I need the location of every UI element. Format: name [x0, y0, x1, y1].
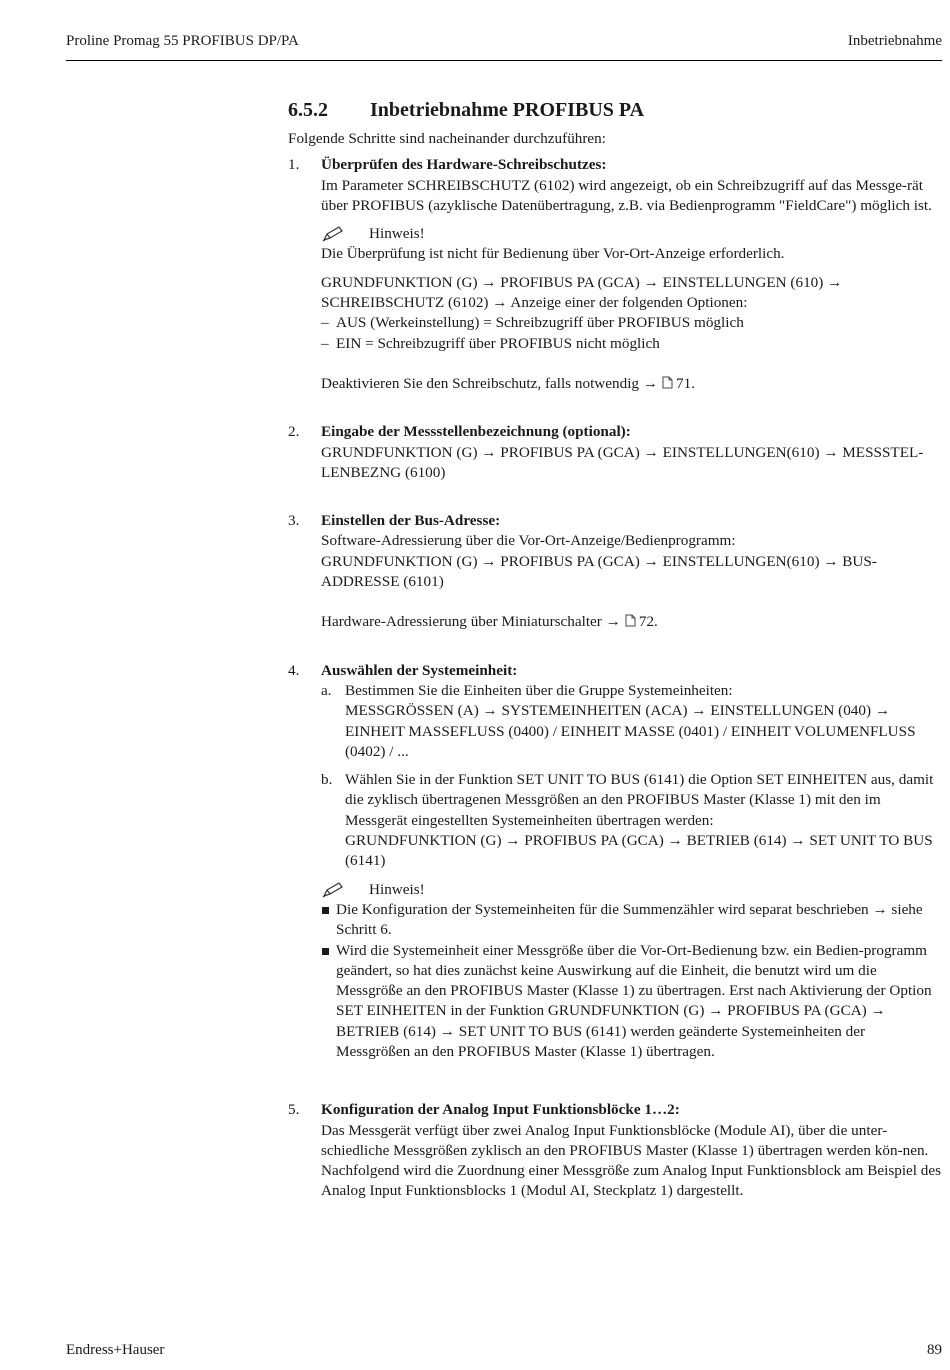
step-title: Überprüfen des Hardware-Schreibschutzes:: [321, 156, 607, 174]
step-number: 3.: [288, 512, 300, 530]
step-title: Konfiguration der Analog Input Funktionsblöcke 1…2:: [321, 1101, 680, 1119]
step-4: [288, 661, 943, 1063]
page-reference-icon: [662, 375, 673, 388]
note-label: Hinweis!: [369, 225, 425, 243]
note-bullet: Wird die Systemeinheit einer Messgröße über die Vor-Ort-Bedienung bzw. ein Bedien-programm geändert, so hat dies zunächst keine Auswirkung auf die Einheit, die benutzt wird um die Messgröße an den PROFIBUS Master (Klasse 1) zu übertragen. Erst nach Aktivierung der Option SET EINHEITEN in der Funktion GRUNDFUNKTION (G) → PROFIBUS PA (GCA) → BETRIEB (614) → SET UNIT TO BUS (6141) werden geänderte Systemeinheiten der Messgrößen an den PROFIBUS Master (Klasse 1) übertragen.: [321, 941, 943, 1063]
step-text: Software-Adressierung über die Vor-Ort-Anzeige/Bedienprogramm:: [321, 532, 736, 550]
step-number: 1.: [288, 156, 300, 174]
footer-brand: Endress+Hauser: [66, 1342, 165, 1358]
option-item: – EIN = Schreibzugriff über PROFIBUS nicht möglich: [321, 334, 660, 352]
step-text: Das Messgerät verfügt über zwei Analog Input Funktionsblöcke (Module AI), über die unter-schiedliche Messgrößen zyklisch an den PROFIBUS Master (Klasse 1) übertragen werden kön-nen. Nachfolgend wird die Zuordnung einer Messgröße zum Analog Input Funktionsblock am Beispiel des Analog Input Funktionsblocks 1 (Modul AI, Steckplatz 1) dargestellt.: [321, 1121, 942, 1200]
page-reference[interactable]: 72.: [638, 613, 658, 631]
page-reference[interactable]: 71.: [676, 374, 695, 392]
menu-path: GRUNDFUNKTION (G) → PROFIBUS PA (GCA) → EINSTELLUNGEN(610) → BUS-ADDRESSE (6101): [321, 552, 877, 591]
step-5: [288, 1100, 943, 1201]
deactivate-text: Deaktivieren Sie den Schreibschutz, falls notwendig → 71.: [321, 374, 695, 392]
step-2: [288, 422, 943, 483]
hardware-address-text: Hardware-Adressierung über Miniaturschalter → 72.: [321, 613, 658, 631]
step-title: Einstellen der Bus-Adresse:: [321, 512, 501, 530]
step-number: 2.: [288, 423, 300, 441]
step-text: Im Parameter SCHREIBSCHUTZ (6102) wird angezeigt, ob ein Schreibzugriff auf das Messge-rät über PROFIBUS (azyklische Datenübertragung, z.B. via Bedienprogramm "FieldCare") möglich ist.: [321, 176, 932, 214]
substep-a: a. Bestimmen Sie die Einheiten über die Gruppe Systemeinheiten: MESSGRÖSSEN (A) → SYSTEMEINHEITEN (ACA) → EINSTELLUNGEN (040) → EINHEIT MASSEFLUSS (0400) / EINHEIT MASSE (0401) / EINHEIT VOLUMENFLUSS (0402) / ...: [321, 681, 943, 762]
substep-text: Bestimmen Sie die Einheiten über die Gruppe Systemeinheiten:: [345, 681, 733, 699]
intro-text: Folgende Schritte sind nacheinander durchzuführen:: [288, 130, 606, 147]
note-text: Die Überprüfung ist nicht für Bedienung über Vor-Ort-Anzeige erforderlich.: [321, 245, 785, 263]
step-3: [288, 511, 943, 632]
page-number: 89: [927, 1342, 942, 1358]
note-bullet: Die Konfiguration der Systemeinheiten für die Summenzähler wird separat beschrieben → siehe Schritt 6.: [321, 900, 943, 941]
note-label: Hinweis!: [369, 880, 425, 898]
bullet-square-icon: [321, 941, 336, 1063]
option-item: – AUS (Werkeinstellung) = Schreibzugriff über PROFIBUS möglich: [321, 314, 744, 332]
menu-path: GRUNDFUNKTION (G) → PROFIBUS PA (GCA) → EINSTELLUNGEN (610) → SCHREIBSCHUTZ (6102) → Anzeige einer der folgenden Optionen:: [321, 273, 843, 312]
header-section: Inbetriebnahme: [847, 33, 942, 49]
note-header: [321, 224, 943, 244]
substep-text: Wählen Sie in der Funktion SET UNIT TO BUS (6141) die Option SET EINHEITEN aus, damit die zyklisch übertragenen Messgrößen an den PROFIBUS Master (Klasse 1) mit den im Messgerät eingestellten Systemeinheiten übertragen werden:: [345, 771, 934, 829]
pencil-note-icon: [321, 225, 369, 243]
step-title: Eingabe der Messstellenbezeichnung (optional):: [321, 423, 631, 441]
main-content: [288, 97, 943, 1202]
bullet-square-icon: [321, 900, 336, 941]
menu-path: GRUNDFUNKTION (G) → PROFIBUS PA (GCA) → BETRIEB (614) → SET UNIT TO BUS (6141): [345, 832, 933, 870]
section-heading: [288, 97, 943, 123]
menu-path: GRUNDFUNKTION (G) → PROFIBUS PA (GCA) → EINSTELLUNGEN(610) → MESSSTEL-LENBEZNG (6100): [321, 443, 924, 481]
note-header: [321, 880, 943, 900]
pencil-note-icon: [321, 881, 369, 899]
step-number: 4.: [288, 661, 300, 679]
header-title: Proline Promag 55 PROFIBUS DP/PA: [66, 33, 299, 49]
page-reference-icon: [625, 613, 636, 626]
step-title: Auswählen der Systemeinheit:: [321, 661, 518, 679]
menu-path: MESSGRÖSSEN (A) → SYSTEMEINHEITEN (ACA) → EINSTELLUNGEN (040) → EINHEIT MASSEFLUSS (0400) / EINHEIT MASSE (0401) / EINHEIT VOLUMENFLUSS (0402) / ...: [345, 702, 916, 760]
step-number: 5.: [288, 1101, 300, 1119]
step-1: [288, 155, 943, 394]
header-rule: [66, 60, 942, 61]
section-number: 6.5.2: [288, 99, 328, 121]
substep-b: b. Wählen Sie in der Funktion SET UNIT TO BUS (6141) die Option SET EINHEITEN aus, damit die zyklisch übertragenen Messgrößen an den PROFIBUS Master (Klasse 1) mit den im Messgerät eingestellten Systemeinheiten übertragen werden: GRUNDFUNKTION (G) → PROFIBUS PA (GCA) → BETRIEB (614) → SET UNIT TO BUS (6141): [321, 770, 943, 871]
section-title: Inbetriebnahme PROFIBUS PA: [370, 99, 645, 121]
